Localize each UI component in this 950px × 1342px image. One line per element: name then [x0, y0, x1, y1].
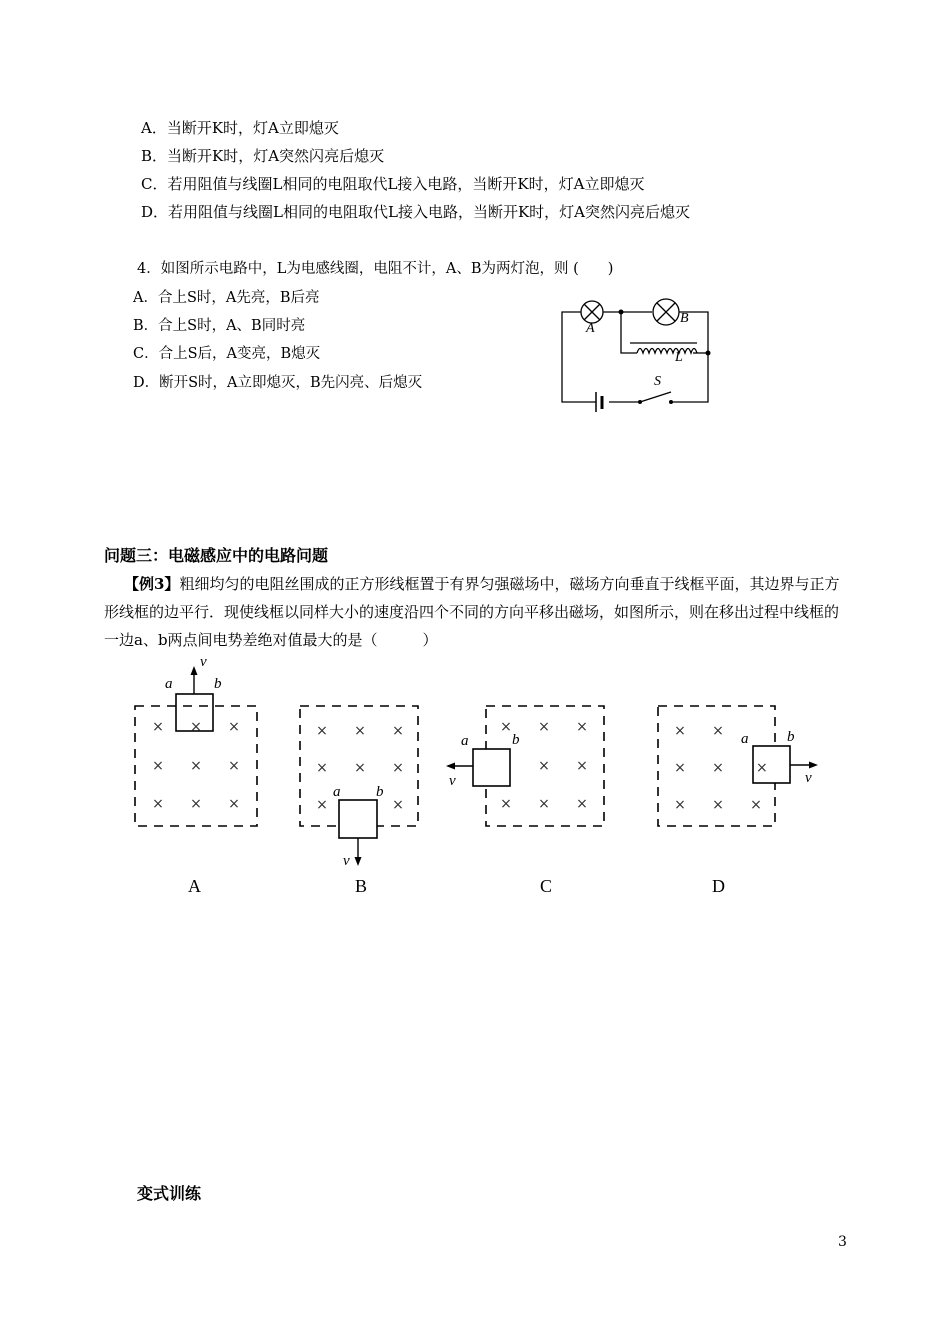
point-b-label: b — [376, 784, 384, 800]
cross-mark: × — [538, 758, 550, 774]
q4-option-a: A．合上S时，A先亮，B后亮 — [133, 290, 320, 306]
cross-mark: × — [712, 723, 724, 739]
point-a-label: a — [165, 676, 173, 692]
section3-title: 问题三：电磁感应中的电路问题 — [104, 546, 329, 565]
field-diagram-c — [446, 706, 604, 826]
cross-mark: × — [576, 796, 588, 812]
variant-title: 变式训练 — [137, 1184, 202, 1203]
q3-option-d: D．若用阻值与线圈L相同的电阻取代L接入电路，当断开K时，灯A突然闪亮后熄灭 — [141, 203, 690, 221]
q4-option-b: B．合上S时，A、B同时亮 — [133, 318, 306, 334]
node-junction — [619, 310, 624, 315]
switch-pivot — [638, 400, 642, 404]
cross-mark: × — [500, 796, 512, 812]
example3-tag: 【例3】 — [124, 575, 180, 593]
q3-option-a: A．当断开K时，灯A立即熄灭 — [141, 119, 339, 137]
point-b-label: b — [214, 676, 222, 692]
caption-d: D — [712, 876, 725, 896]
point-a-label: a — [461, 733, 469, 749]
point-b-label: b — [512, 732, 520, 748]
q3-option-b: B．当断开K时，灯A突然闪亮后熄灭 — [141, 147, 385, 165]
cross-mark: × — [756, 760, 768, 776]
point-a-label: a — [333, 784, 341, 800]
cross-mark: × — [712, 760, 724, 776]
example3-text: 粗细均匀的电阻丝围成的正方形线框置于有界匀强磁场中，磁场方向垂直于线框平面，其边界与正方形线框的边平行．现使线框以同样大小的速度沿四个不同的方向平移出磁场，如图所示，则在移出过程中线框的一边a、b两点间电势差绝对值最大的是（ ） — [104, 575, 840, 649]
cross-mark: × — [500, 719, 512, 735]
q4-option-d: D．断开S时，A立即熄灭，B先闪亮、后熄灭 — [133, 375, 423, 391]
cross-mark: × — [712, 797, 724, 813]
cross-mark: × — [152, 758, 164, 774]
q4-stem: 4．如图所示电路中，L为电感线圈，电阻不计，A、B为两灯泡，则 ( ) — [137, 261, 614, 277]
caption-b: B — [355, 876, 368, 896]
q4-option-c: C．合上S后，A变亮，B熄灭 — [133, 346, 321, 362]
cross-mark: × — [152, 796, 164, 812]
cross-mark: × — [316, 760, 328, 776]
lamp-b-label: B — [680, 311, 689, 326]
cross-mark: × — [576, 758, 588, 774]
q4-circuit — [562, 312, 708, 412]
cross-mark: × — [316, 797, 328, 813]
lamp-a — [581, 301, 603, 323]
cross-mark: × — [228, 719, 240, 735]
point-b-label: b — [787, 729, 795, 745]
field-diagram-a — [135, 654, 257, 826]
velocity-label: v — [805, 770, 812, 786]
cross-mark: × — [674, 760, 686, 776]
cross-mark: × — [538, 719, 550, 735]
wire-frame — [339, 800, 377, 838]
q3-option-c: C．若用阻值与线圈L相同的电阻取代L接入电路，当断开K时，灯A立即熄灭 — [141, 175, 645, 193]
cross-mark: × — [392, 760, 404, 776]
cross-mark: × — [228, 758, 240, 774]
cross-mark: × — [316, 723, 328, 739]
switch-contact — [669, 400, 673, 404]
field-diagram-b — [300, 706, 418, 869]
cross-mark: × — [674, 723, 686, 739]
lamp-a-label: A — [586, 321, 595, 336]
velocity-label: v — [449, 773, 456, 789]
cross-mark: × — [576, 719, 588, 735]
velocity-label: v — [343, 853, 350, 869]
switch-label: S — [654, 374, 661, 389]
cross-mark: × — [750, 797, 762, 813]
cross-mark: × — [190, 796, 202, 812]
cross-mark: × — [354, 760, 366, 776]
lamp-b — [653, 299, 679, 325]
wire-frame — [473, 749, 510, 786]
cross-mark: × — [674, 797, 686, 813]
cross-mark: × — [538, 796, 550, 812]
cross-mark: × — [392, 797, 404, 813]
velocity-label: v — [200, 654, 207, 670]
node-right — [706, 351, 711, 356]
cross-mark: × — [152, 719, 164, 735]
cross-mark: × — [190, 758, 202, 774]
caption-a: A — [188, 876, 201, 896]
cross-mark: × — [354, 723, 366, 739]
cross-mark: × — [190, 719, 202, 735]
point-a-label: a — [741, 731, 749, 747]
cross-mark: × — [228, 796, 240, 812]
cross-mark: × — [392, 723, 404, 739]
field-diagram-d — [658, 706, 818, 826]
page-number: 3 — [838, 1234, 847, 1250]
inductor-label: L — [675, 350, 683, 365]
caption-c: C — [540, 876, 553, 896]
